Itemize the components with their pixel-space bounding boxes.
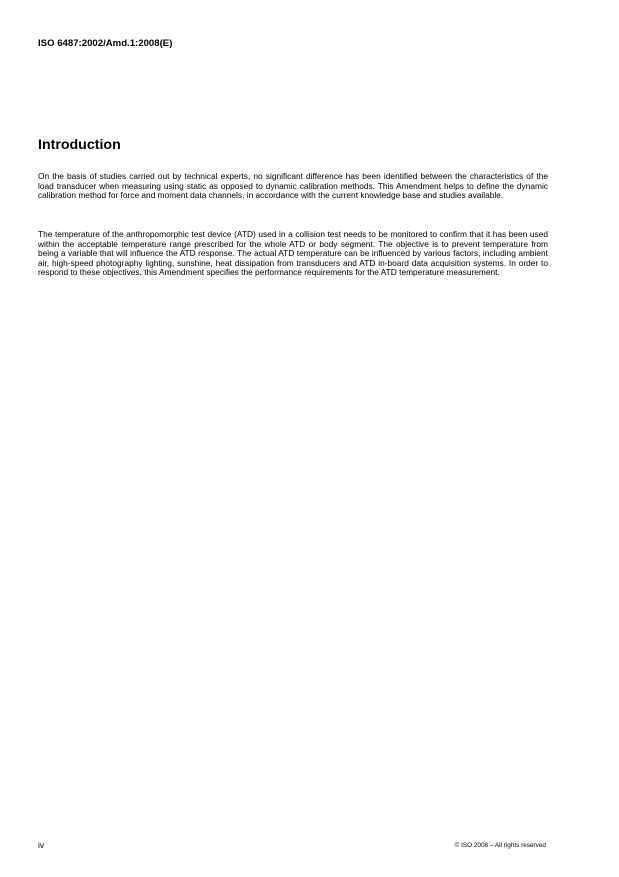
page-number: iv [38,840,45,850]
paragraph-temperature: The temperature of the anthropomorphic test device (ATD) used in a collision test needs to be monitored to confirm that it has been used within the acceptable temperature range prescribed for the whole ATD or body segment. The objective is to prevent temperature from being a variable that will influence the ATD response. The actual ATD temperature can be influenced by various factors, including ambient air, high-speed photography lighting, sunshine, heat dissipation from transducers and ATD in-board data acquisition systems. In order to respond to these objectives, this Amendment specifies the performance requirements for the ATD temperature measurement. [38,229,548,278]
paragraph-calibration: On the basis of studies carried out by technical experts, no significant difference has been identified between the characteristics of the load transducer when measuring using static as opposed to dynamic calibration methods. This Amendment helps to define the dynamic calibration method for force and moment data channels, in accordance with the current knowledge base and studies available. [38,171,548,201]
document-header-id: ISO 6487:2002/Amd.1:2008(E) [38,38,173,49]
copyright-notice: © ISO 2008 – All rights reserved [454,842,546,849]
section-title: Introduction [38,137,121,153]
